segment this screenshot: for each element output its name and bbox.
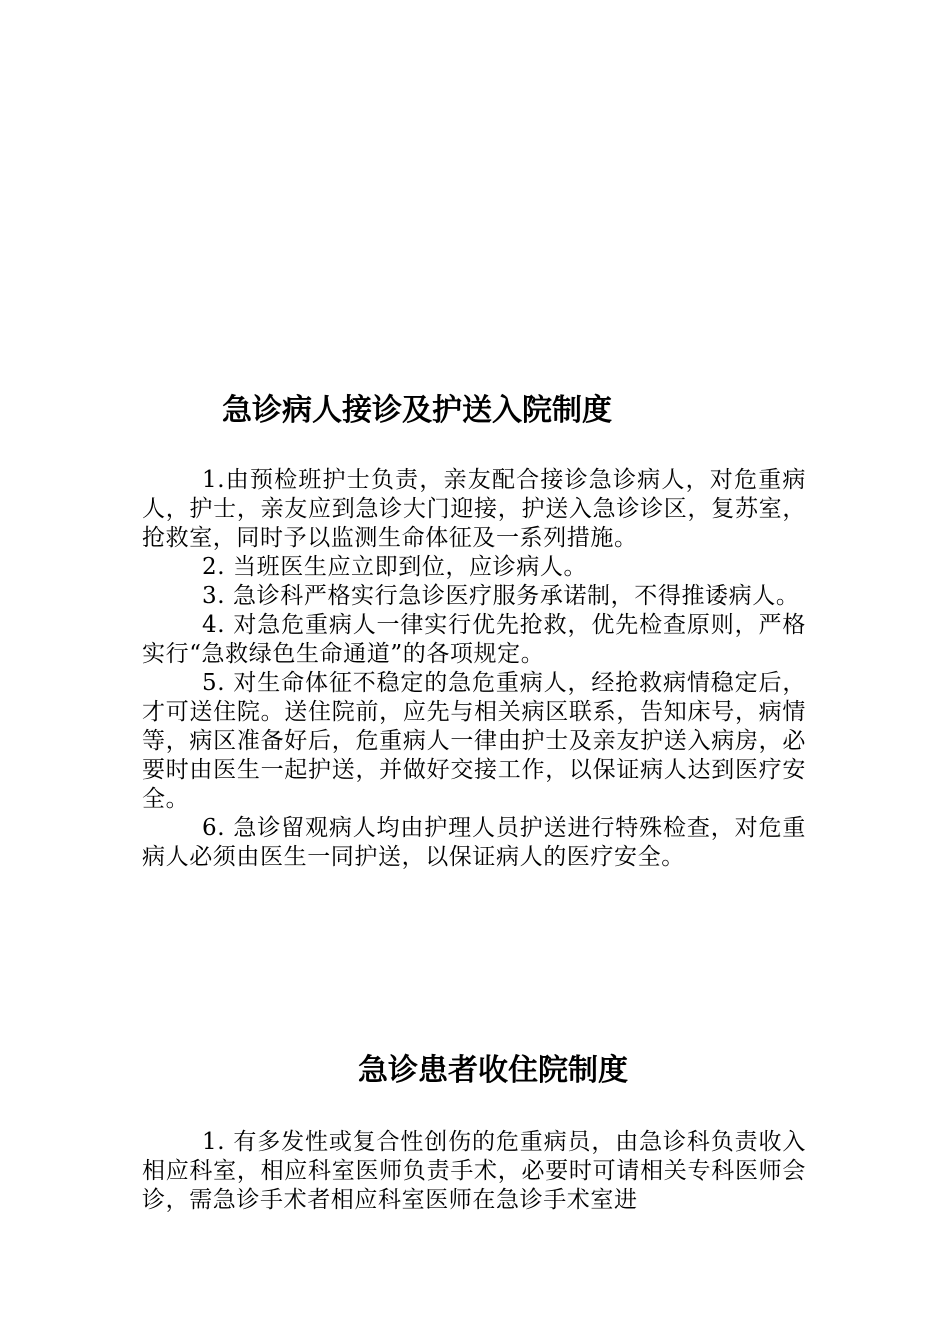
section-title-admission: 急诊患者收住院制度 (358, 1053, 628, 1088)
paragraph-item-6: 6. 急诊留观病人均由护理人员护送进行特殊检查，对危重病人必须由医生一同护送，以保证病人的医疗安全。 (142, 815, 806, 870)
paragraph-item-3: 3. 急诊科严格实行急诊医疗服务承诺制，不得推诿病人。 (202, 583, 800, 609)
section-body-emergency-reception (142, 466, 806, 872)
paragraph-item-2: 2. 当班医生应立即到位，应诊病人。 (202, 554, 588, 580)
section-title-emergency-reception: 急诊病人接诊及护送入院制度 (222, 393, 612, 428)
paragraph-item-5: 5. 对生命体征不稳定的急危重病人，经抢救病情稳定后，才可送住院。送住院前，应先与相关病区联系，告知床号，病情等，病区准备好后，危重病人一律由护士及亲友护送入病房，必要时由医生一起护送，并做好交接工作，以保证病人达到医疗安全。 (142, 670, 806, 812)
paragraph-item-4: 4. 对急危重病人一律实行优先抢救，优先检查原则，严格实行“急救绿色生命通道”的各项规定。 (142, 612, 806, 667)
paragraph-item-1: 1.由预检班护士负责，亲友配合接诊急诊病人，对危重病人，护士，亲友应到急诊大门迎接，护送入急诊诊区，复苏室，抢救室，同时予以监测生命体征及一系列措施。 (142, 467, 806, 551)
section-body-admission (142, 1128, 806, 1215)
paragraph-item-1: 1. 有多发性或复合性创伤的危重病员，由急诊科负责收入相应科室，相应科室医师负责手术，必要时可请相关专科医师会诊，需急诊手术者相应科室医师在急诊手术室进 (142, 1129, 806, 1213)
